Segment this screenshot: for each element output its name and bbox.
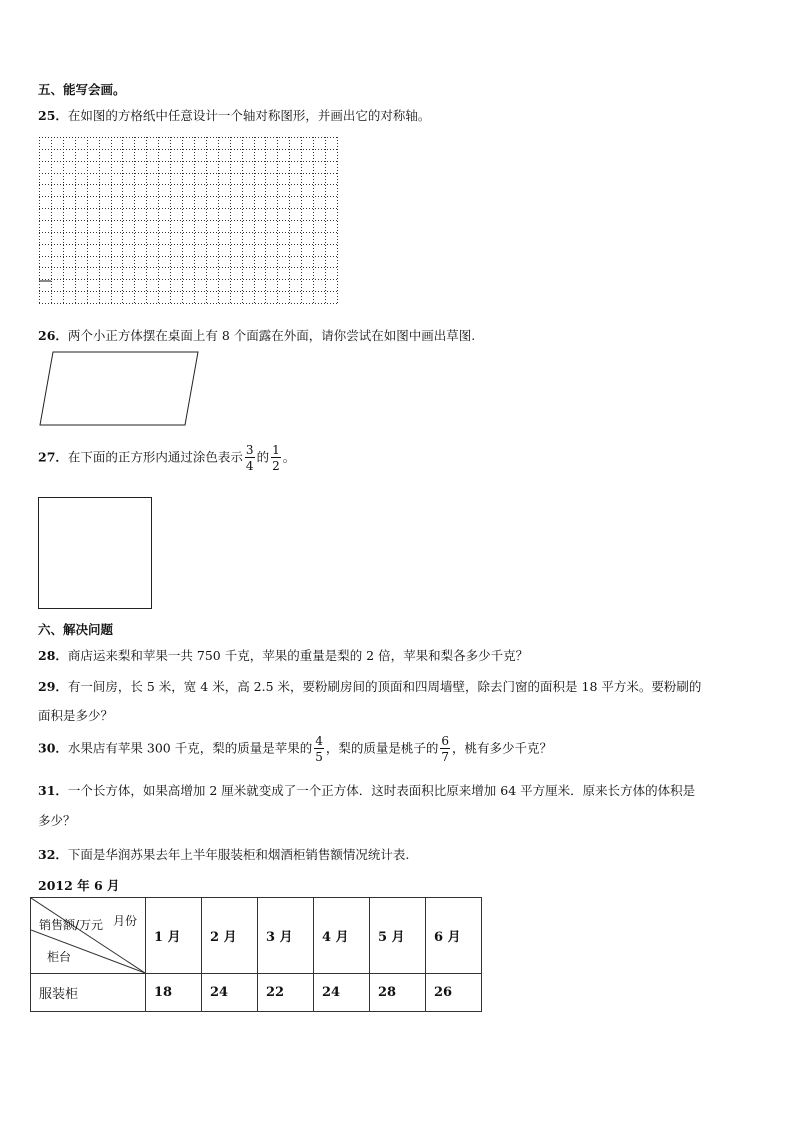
corner-label-counter: 柜台: [47, 950, 72, 964]
fraction-six-sevenths: $\frac{6}{7}$: [441, 734, 450, 764]
question-26-text: 两个小正方体摆在桌面上有 8 个面露在外面，请你尝试在如图中画出草图.: [67, 328, 476, 343]
question-27-text-a: 在下面的正方形内通过涂色表示: [67, 449, 243, 465]
question-27-text-b: 的: [256, 449, 270, 465]
fraction-one-half: $\frac{1}{2}$: [272, 443, 280, 473]
question-31-line-2: 多少？: [38, 813, 76, 828]
table-date-label: 2012 年 6 月: [38, 878, 120, 893]
table-cell: 26: [426, 974, 482, 1012]
question-29-number: 29．: [38, 679, 68, 694]
table-header-row: [31, 898, 482, 974]
question-27-text-c: 。: [282, 449, 296, 465]
corner-label-sales: 销售额/万元: [39, 918, 104, 932]
fraction-three-quarters: $\frac{3}{4}$: [245, 443, 254, 473]
month-header: 2 月: [202, 898, 258, 974]
question-29-line-1: [38, 677, 701, 695]
question-28-text: 商店运来梨和苹果一共 750 千克，苹果的重量是梨的 2 倍，苹果和梨各多少千克？: [67, 648, 529, 663]
month-header: 4 月: [314, 898, 370, 974]
table-cell: 24: [314, 974, 370, 1012]
table-cell: 24: [202, 974, 258, 1012]
month-header: 1 月: [146, 898, 202, 974]
month-header: 6 月: [426, 898, 482, 974]
row-label-clothing: 服装柜: [31, 974, 146, 1012]
table-row: [31, 974, 482, 1012]
shading-square[interactable]: [38, 497, 152, 609]
question-26-number: 26．: [38, 328, 68, 343]
question-30-text-c: ，桃有多少千克？: [452, 740, 553, 756]
question-30-text-a: 水果店有苹果 300 千克，梨的质量是苹果的: [67, 740, 313, 756]
question-32-text: 下面是华润苏果去年上半年服装柜和烟酒柜销售额情况统计表.: [67, 847, 410, 862]
question-31-number: 31．: [38, 783, 68, 798]
question-32: [38, 845, 409, 863]
section-5-title: 五、能写会画。: [38, 82, 126, 97]
question-32-number: 32．: [38, 847, 68, 862]
question-27-number: 27．: [38, 449, 68, 465]
month-header: 5 月: [370, 898, 426, 974]
fraction-four-fifths: $\frac{4}{5}$: [315, 734, 323, 764]
sales-table: [30, 897, 482, 1012]
question-28-number: 28．: [38, 648, 68, 663]
question-25-number: 25．: [38, 108, 68, 123]
question-25-text: 在如图的方格纸中任意设计一个轴对称图形，并画出它的对称轴。: [67, 108, 431, 123]
question-28: [38, 646, 528, 664]
question-31-text-1: 一个长方体，如果高增加 2 厘米就变成了一个正方体．这时表面积比原来增加 64 平方厘米．原来长方体的体积是: [67, 783, 696, 798]
question-26: [38, 326, 475, 344]
dotted-grid-paper[interactable]: [39, 137, 339, 305]
table-cell: 18: [146, 974, 202, 1012]
question-27: [38, 444, 295, 472]
month-header: 3 月: [258, 898, 314, 974]
table-cell: 22: [258, 974, 314, 1012]
table-corner-cell: [31, 898, 146, 974]
question-29-text-1: 有一间房，长 5 米，宽 4 米，高 2.5 米，要粉刷房间的顶面和四周墙壁，除去门窗的面积是 18 平方米。要粉刷的: [67, 679, 702, 694]
section-6-title: 六、解决问题: [38, 622, 114, 637]
question-30: [38, 735, 552, 763]
question-25: [38, 106, 430, 124]
parallelogram-table-figure[interactable]: [36, 349, 202, 429]
table-cell: 28: [370, 974, 426, 1012]
corner-label-month: 月份: [112, 914, 137, 928]
question-30-text-b: ，梨的质量是桃子的: [325, 740, 439, 756]
question-31-line-1: [38, 781, 695, 799]
question-30-number: 30．: [38, 740, 68, 756]
question-29-line-2: 面积是多少？: [38, 708, 114, 723]
